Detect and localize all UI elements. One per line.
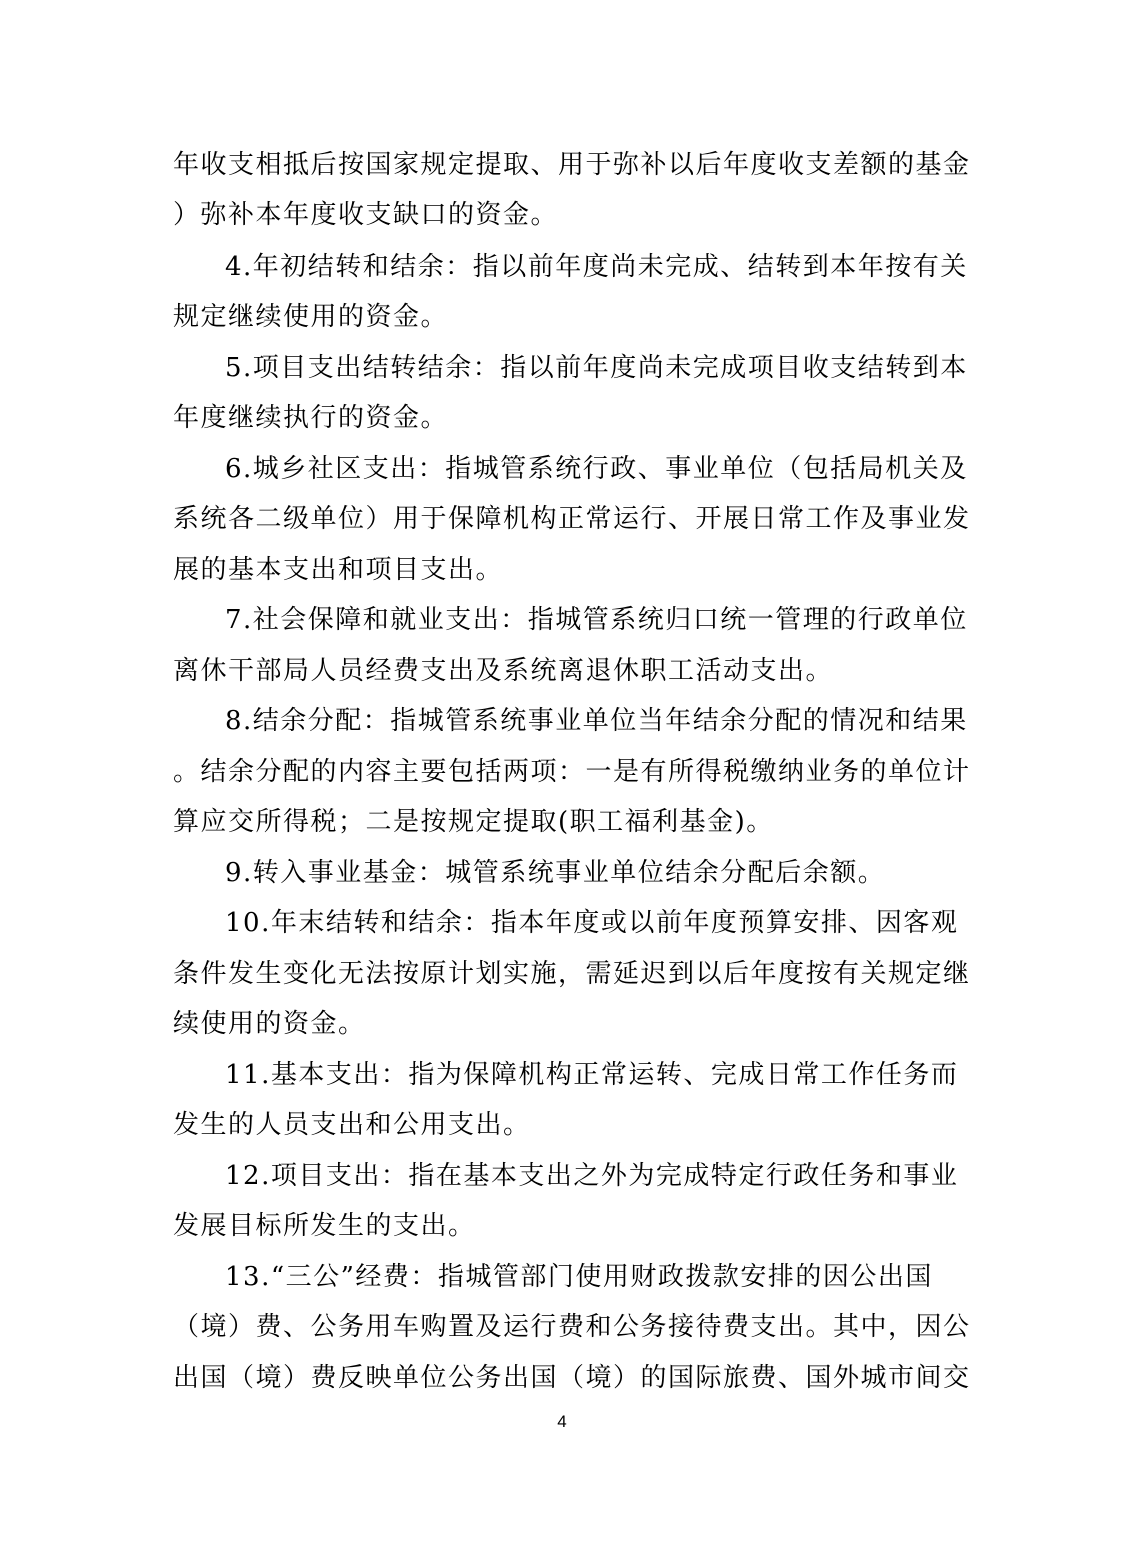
- text-line: 系统各二级单位）用于保障机构正常运行、开展日常工作及事业发: [173, 504, 971, 534]
- text-line: 7.社会保障和就业支出：指城管系统归口统一管理的行政单位: [225, 605, 968, 635]
- text-line: 6.城乡社区支出：指城管系统行政、事业单位（包括局机关及: [225, 454, 968, 484]
- text-line: 年收支相抵后按国家规定提取、用于弥补以后年度收支差额的基金: [173, 150, 971, 180]
- text-line: 4.年初结转和结余：指以前年度尚未完成、结转到本年按有关: [225, 252, 968, 282]
- text-line: 发生的人员支出和公用支出。: [173, 1110, 531, 1140]
- text-line: 8.结余分配：指城管系统事业单位当年结余分配的情况和结果: [225, 706, 968, 736]
- text-line: 年度继续执行的资金。: [173, 403, 449, 433]
- text-line: 11.基本支出：指为保障机构正常运转、完成日常工作任务而: [225, 1060, 959, 1090]
- text-line: 13.“三公”经费：指城管部门使用财政拨款安排的因公出国: [225, 1262, 933, 1292]
- text-line: ）弥补本年度收支缺口的资金。: [173, 200, 559, 230]
- page-number: 4: [557, 1412, 567, 1431]
- text-line: 发展目标所发生的支出。: [173, 1211, 476, 1241]
- text-line: 离休干部局人员经费支出及系统离退休职工活动支出。: [173, 656, 834, 686]
- text-line: 9.转入事业基金：城管系统事业单位结余分配后余额。: [225, 858, 886, 888]
- text-line: 12.项目支出：指在基本支出之外为完成特定行政任务和事业: [225, 1161, 959, 1191]
- text-line: 条件发生变化无法按原计划实施，需延迟到以后年度按有关规定继: [173, 959, 971, 989]
- text-line: 展的基本支出和项目支出。: [173, 555, 504, 585]
- text-line: 。结余分配的内容主要包括两项：一是有所得税缴纳业务的单位计: [173, 757, 971, 787]
- text-line: 续使用的资金。: [173, 1009, 366, 1039]
- text-line: 规定继续使用的资金。: [173, 302, 449, 332]
- text-line: 出国（境）费反映单位公务出国（境）的国际旅费、国外城市间交: [173, 1363, 971, 1393]
- text-line: （境）费、公务用车购置及运行费和公务接待费支出。其中，因公: [173, 1312, 971, 1342]
- text-line: 5.项目支出结转结余：指以前年度尚未完成项目收支结转到本: [225, 353, 968, 383]
- text-line: 算应交所得税；二是按规定提取(职工福利基金)。: [173, 807, 774, 837]
- text-line: 10.年末结转和结余：指本年度或以前年度预算安排、因客观: [225, 908, 959, 938]
